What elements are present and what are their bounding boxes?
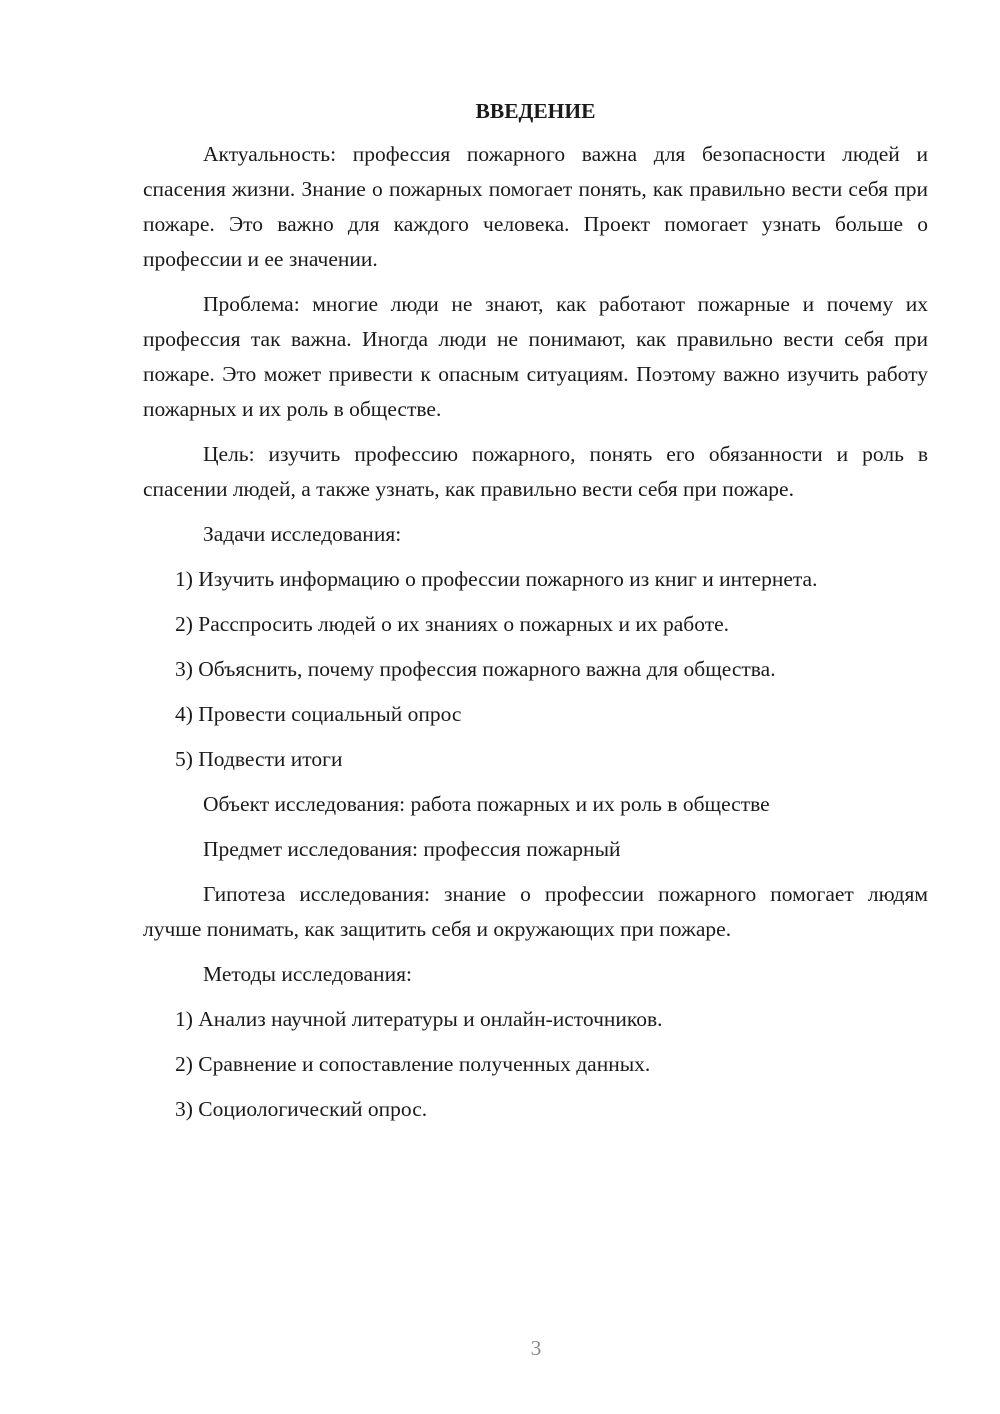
subject-paragraph: Предмет исследования: профессия пожарный (203, 837, 621, 861)
page-number: 3 (530, 1336, 542, 1360)
goal-paragraph: Цель: изучить профессию пожарного, понять его обязанности и роль в спасении людей, а также узнать, как правильно вести себя при пожаре. (143, 442, 928, 501)
list-item: 1) Изучить информацию о профессии пожарного из книг и интернета. (175, 567, 818, 591)
page-title: ВВЕДЕНИЕ (475, 99, 596, 123)
list-item: 3) Социологический опрос. (175, 1097, 428, 1121)
page-content (143, 95, 928, 1137)
tasks-heading: Задачи исследования: (203, 522, 402, 546)
methods-heading: Методы исследования: (203, 962, 412, 986)
list-item: 2) Расспросить людей о их знаниях о пожарных и их работе. (175, 612, 730, 636)
list-item: 1) Анализ научной литературы и онлайн-источников. (175, 1007, 663, 1031)
object-paragraph: Объект исследования: работа пожарных и их роль в обществе (203, 792, 770, 816)
methods-list (143, 1002, 928, 1127)
list-item: 4) Провести социальный опрос (175, 702, 462, 726)
problem-paragraph: Проблема: многие люди не знают, как работают пожарные и почему их профессия так важна. Иногда люди не понимают, как правильно вести себя при пожаре. Это может привести к опасным ситуациям. Поэтому важно изучить работу пожарных и их роль в обществе. (143, 292, 928, 421)
tasks-list (143, 562, 928, 777)
hypothesis-paragraph: Гипотеза исследования: знание о профессии пожарного помогает людям лучше понимать, как защитить себя и окружающих при пожаре. (143, 882, 928, 941)
list-item: 5) Подвести итоги (175, 747, 343, 771)
list-item: 3) Объяснить, почему профессия пожарного важна для общества. (175, 657, 776, 681)
list-item: 2) Сравнение и сопоставление полученных данных. (175, 1052, 651, 1076)
relevance-paragraph: Актуальность: профессия пожарного важна для безопасности людей и спасения жизни. Знание о пожарных помогает понять, как правильно вести себя при пожаре. Это важно для каждого человека. Проект помогает узнать больше о профессии и ее значении. (143, 142, 928, 271)
